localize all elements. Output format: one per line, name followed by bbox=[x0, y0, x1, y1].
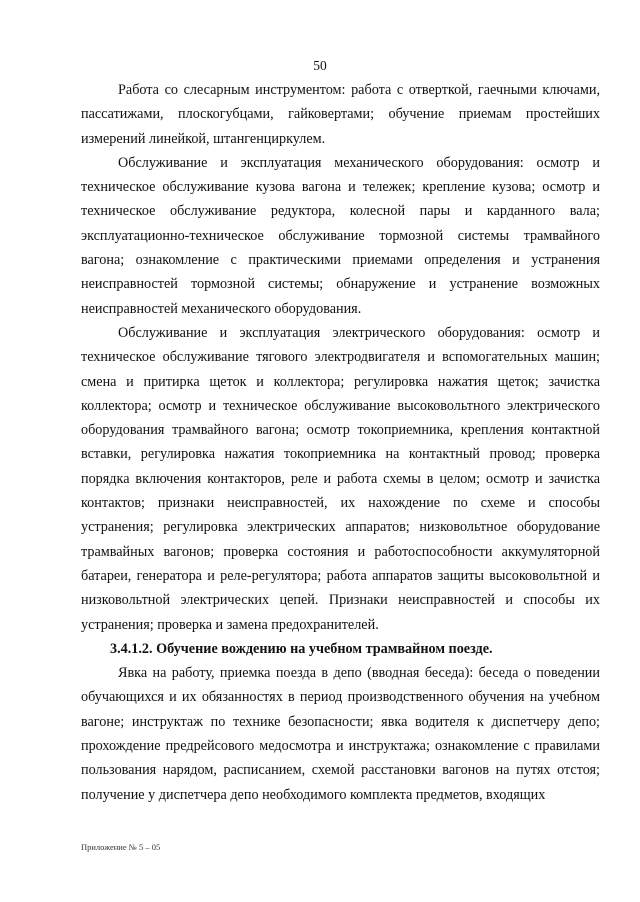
page-number: 50 bbox=[313, 58, 327, 73]
document-body bbox=[81, 78, 600, 807]
page-footer: Приложение № 5 – 05 bbox=[81, 842, 161, 852]
paragraph-electrical: Обслуживание и эксплуатация электрического оборудования: осмотр и техническое обслуживание тягового электродвигателя и вспомогательных машин; смена и притирка щеток и коллектора; регулировка нажатия щеток; зачистка коллектора; осмотр и техническое обслуживание высоковольтного электрического оборудования трамвайного вагона; осмотр токоприемника, крепления контактной вставки, регулировка нажатия токоприемника на контактный провод; проверка порядка включения контакторов, реле и работа схемы в целом; осмотр и зачистка контактов; признаки неисправностей, их нахождение по схеме и способы устранения; регулировка электрических аппаратов; низковольтное оборудование трамвайных вагонов; проверка состояния и работоспособности аккумуляторной батареи, генератора и реле-регулятора; работа аппаратов защиты высоковольтной и низковольтной электрических цепей. Признаки неисправностей и способы их устранения; проверка и замена предохранителей. bbox=[81, 324, 600, 633]
paragraph-driving: Явка на работу, приемка поезда в депо (вводная беседа): беседа о поведении обучающихся и их обязанностях в период производственного обучения на учебном вагоне; инструктаж по технике безопасности; явка водителя к диспетчеру депо; прохождение предрейсового медосмотра и инструктажа; ознакомление с правилами пользования нарядом, расписанием, схемой расстановки вагонов на путях отстоя; получение у диспетчера депо необходимого комплекта предметов, входящих bbox=[81, 665, 600, 803]
paragraph-tools: Работа со слесарным инструментом: работа с отверткой, гаечными ключами, пассатижами, плоскогубцами, гайковертами; обучение приемам простейших измерений линейкой, штангенциркулем. bbox=[81, 82, 600, 147]
section-heading: 3.4.1.2. Обучение вождению на учебном трамвайном поезде. bbox=[110, 640, 493, 657]
paragraph-mechanical: Обслуживание и эксплуатация механического оборудования: осмотр и техническое обслуживание кузова вагона и тележек; крепление кузова; осмотр и техническое обслуживание редуктора, колесной пары и карданного вала; эксплуатационно-техническое обслуживание тормозной системы трамвайного вагона; ознакомление с практическими приемами определения и устранения неисправностей тормозной системы; обнаружение и устранение возможных неисправностей механического оборудования. bbox=[81, 154, 600, 317]
